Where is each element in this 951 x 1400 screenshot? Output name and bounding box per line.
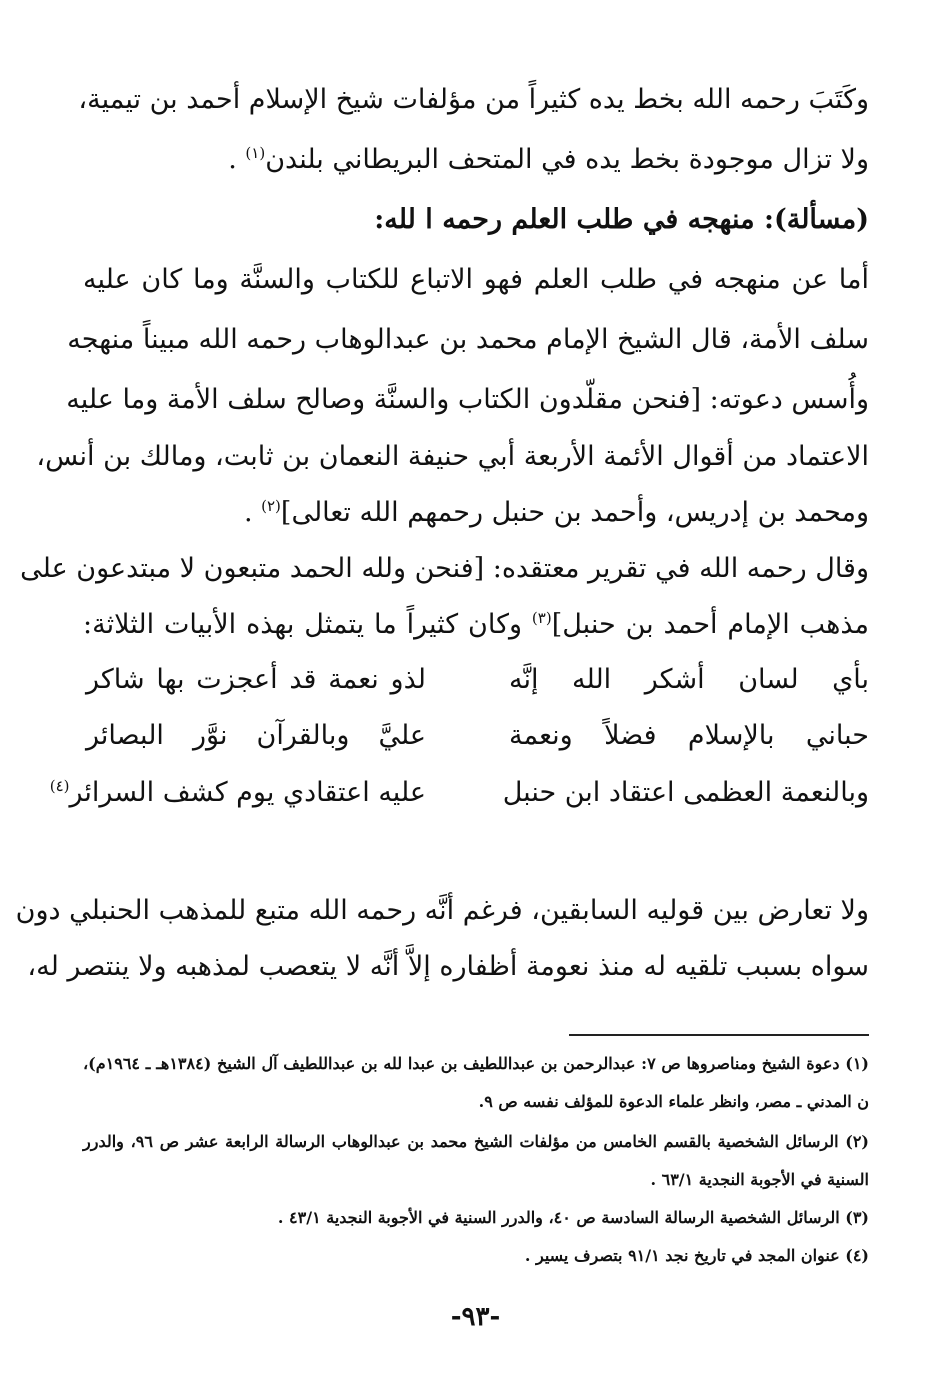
footnote-mark-2: (٢) <box>261 497 281 515</box>
footnote-mark-3: (٣) <box>531 609 552 627</box>
body-line-9: وقال رحمه الله في تقرير معتقده: [فنحن ولله الحمد متبعون لا مبتدعون على <box>20 553 869 584</box>
footnote-divider <box>569 1034 869 1036</box>
footnote-2-line-2: السنية في الأجوبة النجدية ٦٣/١ . <box>650 1170 869 1189</box>
footnote-4: (٤) عنوان المجد في تاريخ نجد ٩١/١ بتصرف يسير . <box>524 1246 869 1265</box>
poem-verse-3-second: عليه اعتقادي يوم كشف السرائر$^{(٤)}$ <box>49 777 426 808</box>
poem-verse-1-second: لذو نعمة قد أعجزت بها شاكر <box>86 664 426 695</box>
body-line-6: وأُسس دعوته: [فنحن مقلّدون الكتاب والسنَّة وصالح سلف الأمة وما عليه <box>66 384 869 415</box>
body-line-after-poem-2: سواه بسبب تلقيه له منذ نعومة أظفاره إلاَّ أنَّه لا يتعصب لمذهبه ولا ينتصر له، <box>27 951 869 982</box>
poem-verse-3-first: وبالنعمة العظمى اعتقاد ابن حنبل <box>502 777 869 808</box>
footnote-2-line-1: (٢) الرسائل الشخصية بالقسم الخامس من مؤلفات الشيخ محمد بن عبدالوهاب الرسالة الرابعة عشر ص ٩٦، والدرر <box>83 1132 869 1151</box>
body-line-5: سلف الأمة، قال الشيخ الإمام محمد بن عبدالوهاب رحمه الله مبيناً منهجه <box>67 324 869 355</box>
body-line-2: ولا تزال موجودة بخط يده في المتحف البريطاني بلندن$^{(١)}$ . <box>228 144 869 175</box>
body-line-after-poem-1: ولا تعارض بين قوليه السابقين، فرغم أنَّه رحمه الله متبع للمذهب الحنبلي دون <box>15 895 869 926</box>
body-line-4: أما عن منهجه في طلب العلم فهو الاتباع للكتاب والسنَّة وما كان عليه <box>83 264 869 295</box>
section-heading: (مسألة): منهجه في طلب العلم رحمه ا لله: <box>374 204 869 235</box>
poem-verse-2-first: حباني بالإسلام فضلاً ونعمة <box>509 720 869 751</box>
footnote-3: (٣) الرسائل الشخصية الرسالة السادسة ص ٤٠، والدرر السنية في الأجوبة النجدية ٤٣/١ . <box>277 1208 869 1227</box>
footnote-1-line-2: ن المدني ـ مصر، وانظر علماء الدعوة للمؤلف نفسه ص ٩. <box>478 1092 869 1111</box>
body-line-8: ومحمد بن إدريس، وأحمد بن حنبل رحمهم الله تعالى]$^{(٢)}$ . <box>243 497 869 528</box>
poem-verse-2-second: عليَّ وبالقرآن نوَّر البصائر <box>86 720 426 751</box>
page-number: -٩٣- <box>450 1302 501 1332</box>
body-line-10: مذهب الإمام أحمد بن حنبل]$^{(٣)}$ وكان كثيراً ما يتمثل بهذه الأبيات الثلاثة: <box>83 609 869 640</box>
poem-verse-1-first: بأي لسان أشكر الله إنَّه <box>509 664 869 695</box>
footnote-1-line-1: (١) دعوة الشيخ ومناصروها ص ٧: عبدالرحمن بن عبداللطيف بن عبدا لله بن عبداللطيف آل الشيخ (١٣٨٤هـ ـ ١٩٦٤م)، <box>83 1054 869 1073</box>
body-line-1: وكَتَبَ رحمه الله بخط يده كثيراً من مؤلفات شيخ الإسلام أحمد بن تيمية، <box>78 84 869 115</box>
body-line-7: الاعتماد من أقوال الأئمة الأربعة أبي حنيفة النعمان بن ثابت، ومالك بن أنس، <box>36 441 869 472</box>
footnote-mark-1: (١) <box>245 144 266 162</box>
footnote-mark-4: (٤) <box>49 777 70 795</box>
